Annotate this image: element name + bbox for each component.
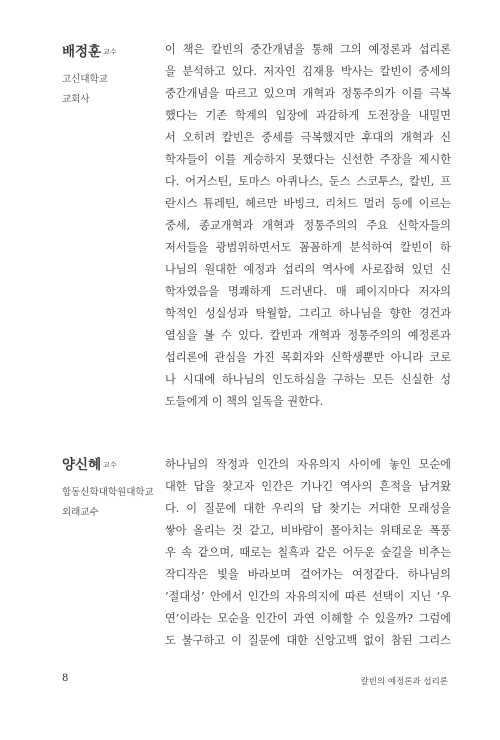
reviewer-title: 교수 xyxy=(103,461,117,469)
text-line: 중세, 종교개혁과 개혁과 정통주의의 주요 신학자들의 xyxy=(165,219,451,232)
reviewer-name: 배정훈 xyxy=(62,44,102,60)
text-line: 을 분석하고 있다. 저자인 김재용 박사는 칼빈이 중세의 xyxy=(165,65,451,78)
text-line: 섭리론에 관심을 가진 목회자와 신학생뿐만 아니라 코로 xyxy=(165,351,451,364)
reviewer-name-line xyxy=(62,456,152,474)
text-line: 작디작은 빛을 바라보며 걸어가는 여정같다. 하나님의 xyxy=(165,568,451,581)
text-line: 란시스 튜레틴, 헤르만 바빙크, 리처드 멀러 등에 이르는 xyxy=(165,197,451,210)
reviewer-name-line xyxy=(62,43,152,61)
reviewer-info xyxy=(62,456,152,523)
text-line: 중간개념을 따르고 있으며 개혁과 정통주의가 이를 극복 xyxy=(165,87,451,100)
text-line: 학자였음을 명쾌하게 드러낸다. 매 페이지마다 저자의 xyxy=(165,285,451,298)
text-line: 도 불구하고 이 질문에 대한 신앙고백 없이 참된 그리스 xyxy=(165,634,451,647)
text-line: 나님의 원대한 예정과 섭리의 역사에 사로잡혀 있던 신 xyxy=(165,263,451,276)
text-line: 도들에게 이 책의 일독을 권한다. xyxy=(165,395,324,408)
text-line: 쌓아 올리는 것 같고, 비바람이 몰아치는 위태로운 폭풍 xyxy=(165,524,451,537)
reviewer-affiliations xyxy=(62,483,152,523)
text-line: 하나님의 작정과 인간의 자유의지 사이에 놓인 모순에 xyxy=(165,458,451,471)
text-line: 열심을 볼 수 있다. 칼빈과 개혁과 정통주의의 예정론과 xyxy=(165,329,451,342)
reviewer-info xyxy=(62,43,152,110)
review-text xyxy=(165,39,451,413)
text-line: 학적인 성실성과 탁월함, 그리고 하나님을 향한 경건과 xyxy=(165,307,451,320)
text-line: 우 속 같으며, 때로는 칠흑과 같은 어두운 숲길을 비추는 xyxy=(165,546,451,559)
text-line: 연’이라는 모순을 인간이 과연 이해할 수 있을까? 그럼에 xyxy=(165,612,451,625)
running-footer-title: 칼빈의 예정론과 섭리론 xyxy=(360,677,448,687)
reviewer-title: 교수 xyxy=(103,48,117,56)
reviewer-affiliation: 고신대학교 xyxy=(62,74,108,85)
text-line: 다. 어거스틴, 토마스 아퀴나스, 둔스 스코투스, 칼빈, 프 xyxy=(165,175,451,188)
text-line: 이 책은 칼빈의 중간개념을 통해 그의 예정론과 섭리론 xyxy=(165,43,451,56)
reviewer-affiliation: 합동신학대학원대학교 xyxy=(62,487,154,498)
text-line: 대한 답을 찾고자 인간은 기나긴 역사의 흔적을 남겨왔 xyxy=(165,480,451,493)
text-line: ‘절대성’ 안에서 인간의 자유의지에 따른 선택이 지닌 ‘우 xyxy=(165,590,451,603)
text-line: 나 시대에 하나님의 인도하심을 구하는 모든 신실한 성 xyxy=(165,373,451,386)
text-line: 했다는 기존 학계의 입장에 과감하게 도전장을 내밀면 xyxy=(165,109,451,122)
text-line: 서 오히려 칼빈은 중세를 극복했지만 후대의 개혁과 신 xyxy=(165,131,451,144)
reviewer-affiliation: 외래교수 xyxy=(62,507,99,518)
review-text xyxy=(165,454,451,652)
reviewer-affiliation: 교회사 xyxy=(62,94,90,105)
reviewer-affiliations xyxy=(62,70,152,110)
text-line: 다. 이 질문에 대한 우리의 답 찾기는 거대한 모래성을 xyxy=(165,502,451,515)
reviewer-name: 양신혜 xyxy=(62,457,102,473)
text-line: 저서들을 광범위하면서도 꼼꼼하게 분석하여 칼빈이 하 xyxy=(165,241,451,254)
page-number: 8 xyxy=(62,673,69,684)
text-line: 학자들이 이를 계승하지 못했다는 신선한 주장을 제시한 xyxy=(165,153,451,166)
